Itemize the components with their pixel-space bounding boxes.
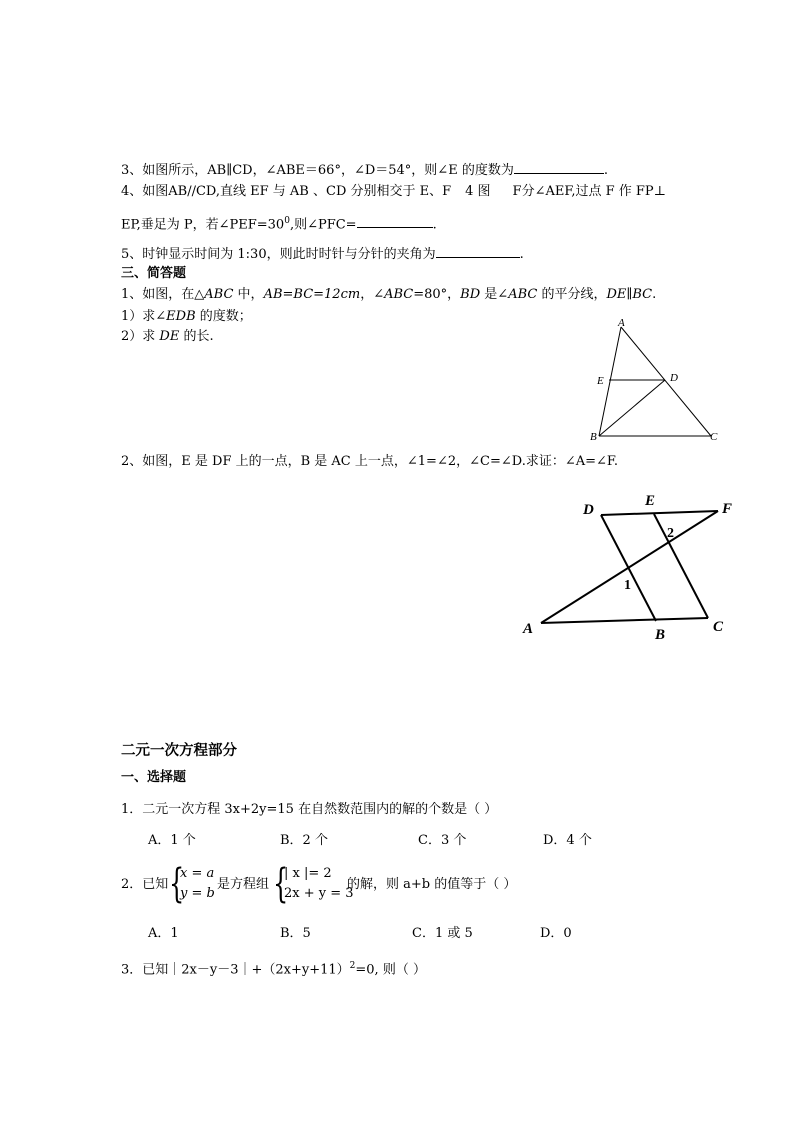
mc2-system-1: x = a y = b <box>180 866 215 901</box>
question-4 <box>121 183 666 201</box>
segment-ac <box>621 327 711 436</box>
label-f: F <box>722 501 733 517</box>
mc1-option-a: A．1 个 <box>148 833 196 848</box>
mc2-mid: 是方程组 <box>217 877 270 892</box>
mc-question-1: 1．二元一次方程 3x+2y=15 在自然数范围内的解的个数是（ ） <box>121 802 498 817</box>
question-3-text: 3、如图所示，AB∥CD，∠ABE＝66°，∠D＝54°，则∠E 的度数为 <box>121 163 514 178</box>
brace-icon: { <box>273 861 289 907</box>
section-heading: 三、简答题 <box>121 266 187 281</box>
geometry-figure <box>515 485 745 645</box>
answer-blank <box>436 245 520 258</box>
brace-icon: { <box>169 861 185 907</box>
question-4-text-b: F分∠AEF,过点 F 作 FP⊥ <box>512 184 666 199</box>
short-answer-1-sub1: 1）求∠EDB 的度数； <box>121 309 252 324</box>
question-4-cont: EP,垂足为 P，若$\angle PEF=30^0$,则∠PFC= . <box>121 216 437 233</box>
segment-af <box>541 511 718 623</box>
question-5-text: 5、时钟显示时间为 1:30，则此时时针与分针的夹角为 <box>121 247 436 262</box>
mc2-pre: 2．已知 <box>121 877 169 892</box>
mc2-option-c: C．1 或 5 <box>412 926 473 941</box>
label-d: D <box>583 502 594 518</box>
label-c: C <box>713 619 724 635</box>
label-b: B <box>655 627 666 643</box>
question-4-text-a: 4、如图AB//CD,直线 EF 与 AB 、CD 分别相交于 E、F <box>121 184 452 199</box>
mc2-option-d: D．0 <box>540 926 572 941</box>
mc2-option-b: B．5 <box>280 926 311 941</box>
angle-2-label: 2 <box>667 526 674 541</box>
answer-blank <box>514 161 604 174</box>
label-a: A <box>523 621 534 637</box>
section-heading-choice: 一、选择题 <box>121 770 187 785</box>
label-d: D <box>670 372 678 384</box>
question-5: 5、时钟显示时间为 1:30，则此时时针与分针的夹角为 . <box>121 247 524 262</box>
mc2-post: 的解，则 a+b 的值等于（ ） <box>347 877 517 892</box>
short-answer-1: 1、如图，在△ABC 中，AB=BC=12cm，∠ABC=80°，BD 是∠ABC 的平分线，DE∥BC. <box>121 287 657 302</box>
label-e: E <box>597 375 604 387</box>
mc2-system-2: | x |= 2 2x + y = 3 <box>284 866 354 901</box>
segment-db <box>601 515 656 621</box>
label-a: A <box>618 317 625 329</box>
segment-ec <box>654 514 708 618</box>
mc1-option-d: D．4 个 <box>543 833 592 848</box>
part-title: 二元一次方程部分 <box>121 743 237 759</box>
mc1-option-c: C．3 个 <box>418 833 467 848</box>
label-e: E <box>645 493 656 509</box>
angle-1-label: 1 <box>624 578 631 593</box>
answer-blank <box>357 215 433 228</box>
short-answer-1-sub2: 2）求 DE 的长. <box>121 329 214 344</box>
short-answer-2: 2、如图，E 是 DF 上的一点，B 是 AC 上一点，∠1=∠2，∠C=∠D.求证：∠A=∠F. <box>121 454 619 469</box>
question-3: 3、如图所示，AB∥CD，∠ABE＝66°，∠D＝54°，则∠E 的度数为 . <box>121 163 608 178</box>
triangle-figure <box>585 312 725 447</box>
mc1-option-b: B．2 个 <box>280 833 328 848</box>
label-b: B <box>590 431 597 443</box>
figure-caption: 4 图 <box>465 184 491 199</box>
segment-ac <box>541 618 708 623</box>
label-c: C <box>710 431 718 443</box>
segment-df <box>601 511 718 515</box>
mc2-option-a: A．1 <box>148 926 179 941</box>
mc-question-3: 3．已知$|2x-y-3|+(2x+y+11)^2=0$, 则（ ） <box>121 961 426 978</box>
